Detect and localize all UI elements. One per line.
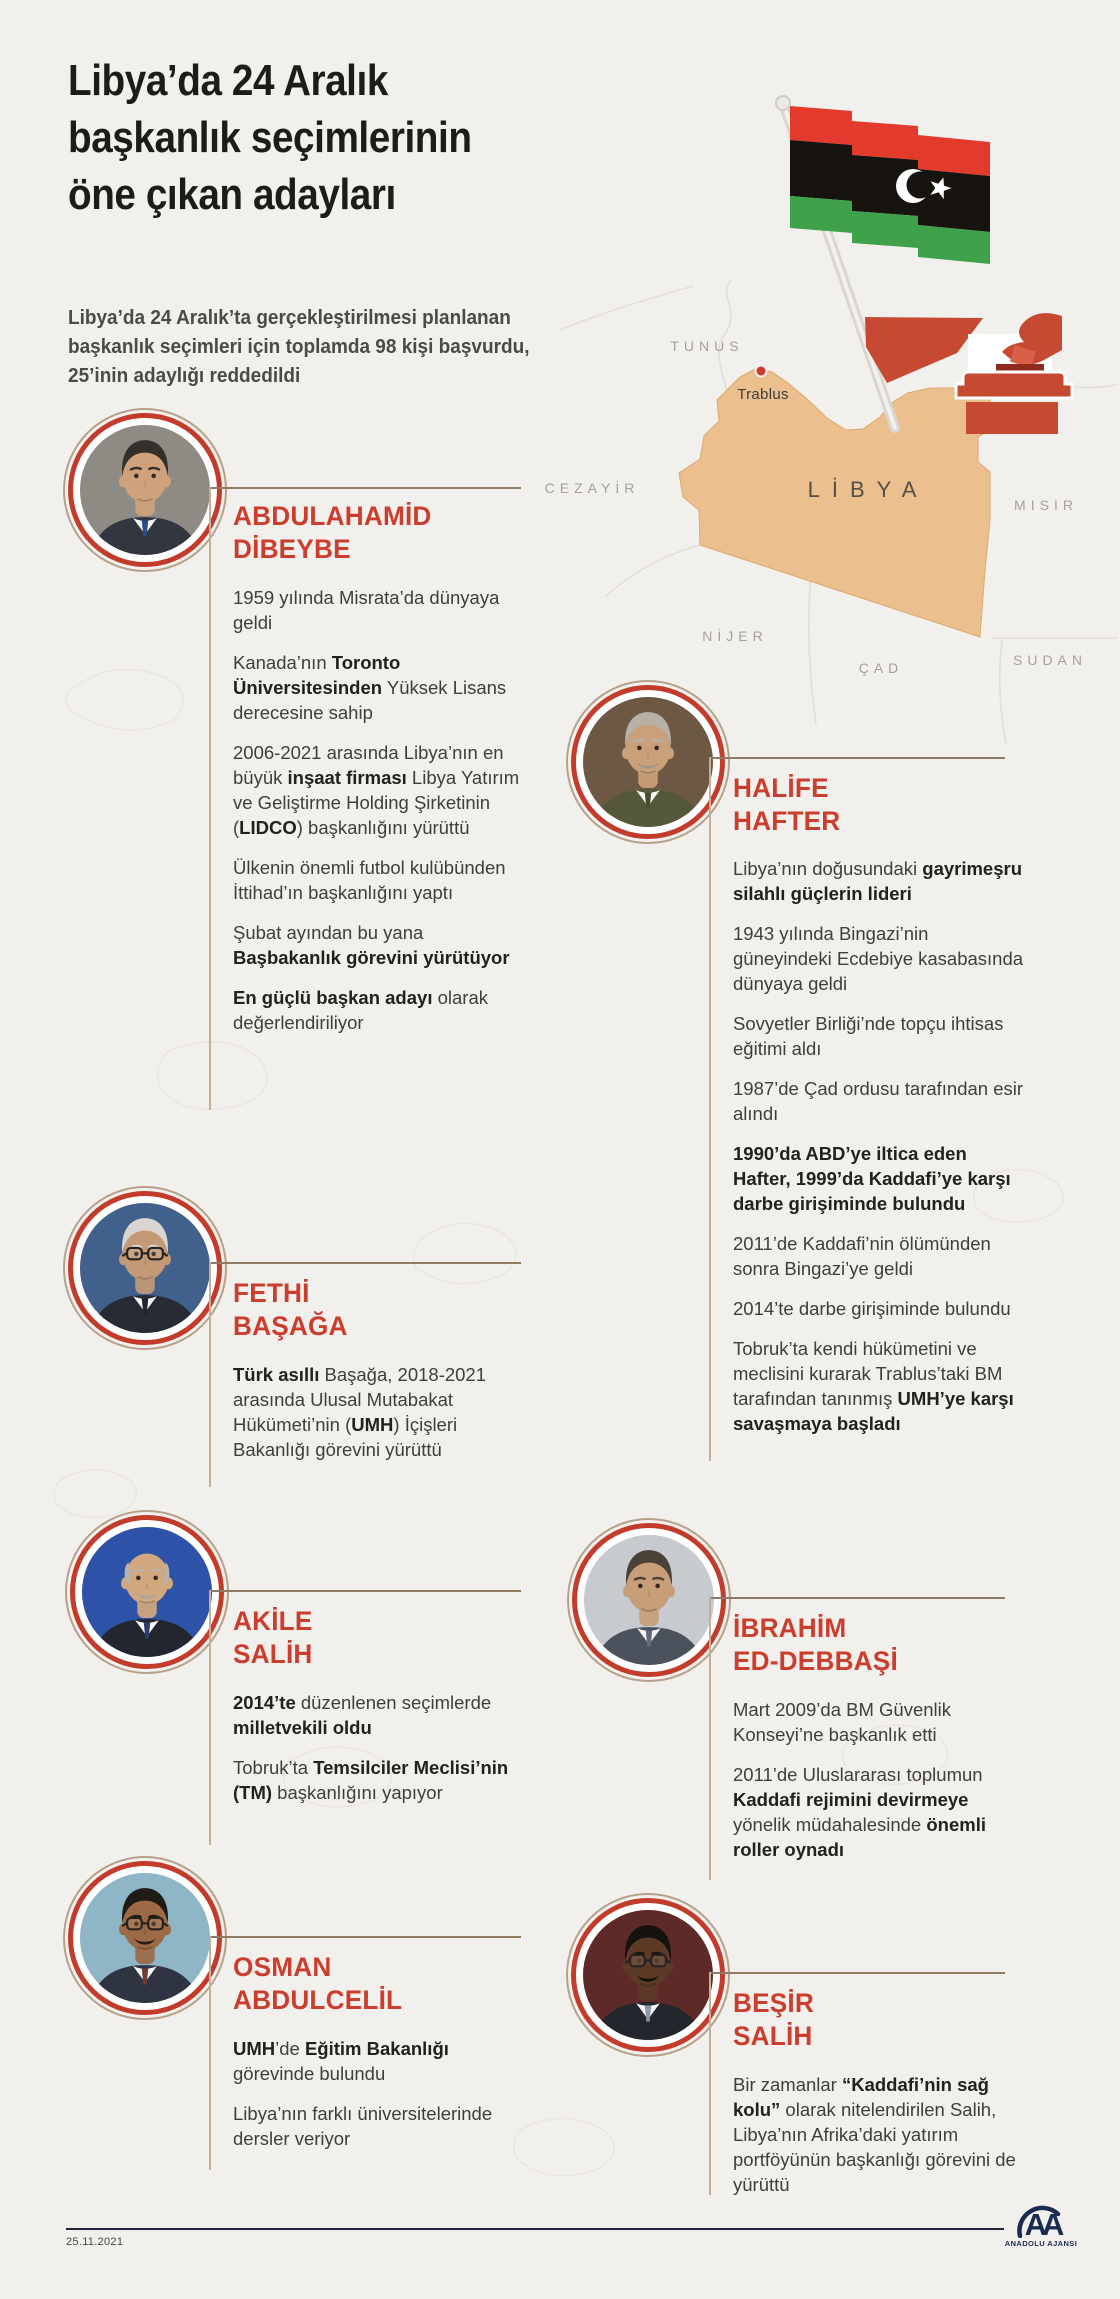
candidate-fact: 2014’te düzenlenen seçimlerde milletvekili oldu — [233, 1692, 492, 1738]
candidate-fact: Mart 2009’da BM Güvenlik Konseyi’ne başkanlık etti — [733, 1699, 951, 1745]
candidate-avatar — [584, 1535, 714, 1665]
candidate-fact: Ülkenin önemli futbol kulübünden İttihad’ın başkanlığını yaptı — [233, 857, 506, 903]
candidate-fact: Libya’nın doğusundaki gayrimeşru silahlı güçlerin lideri — [733, 858, 1023, 904]
candidate-name — [233, 1277, 348, 1343]
page-title-line3: öne çıkan adayları — [68, 170, 396, 219]
candidate-fact: Sovyetler Birliği’nde topçu ihtisas eğitimi aldı — [733, 1013, 1004, 1059]
candidate-first-name: AKİLE — [233, 1606, 313, 1636]
map-label-cezayir: CEZAYİR — [544, 480, 640, 496]
section-rule-vertical — [709, 1597, 711, 1880]
libya-flag — [790, 106, 990, 264]
candidate-fact: Türk asıllı Başağa, 2018-2021 arasında Ulusal Mutabakat Hükümeti’nin (UMH) İçişleri Bakanlığı görevini yürüttü — [233, 1364, 487, 1460]
section-rule-horizontal — [209, 1590, 521, 1592]
candidate-fact: En güçlü başkan adayı olarak değerlendiriliyor — [233, 987, 488, 1033]
candidate-facts — [733, 2072, 1025, 2212]
photo-ring — [571, 685, 725, 839]
section-rule-vertical — [209, 1936, 211, 2170]
candidate-last-name: HAFTER — [733, 806, 841, 836]
candidate-fact: Bir zamanlar “Kaddafi’nin sağ kolu” olarak nitelendirilen Salih, Libya’nın Afrika’daki yatırım portföyünün başkanlığı görevini de yürüttü — [733, 2074, 1016, 2195]
photo-ring — [572, 1523, 726, 1677]
candidate-name — [233, 500, 432, 566]
candidate-last-name: SALİH — [233, 1639, 313, 1669]
candidate-photo — [567, 1518, 731, 1682]
candidate-facts — [233, 2036, 535, 2166]
candidate-name — [733, 1987, 814, 2053]
map-label-trablus: Trablus — [737, 386, 789, 403]
map-label-cad: ÇAD — [858, 660, 904, 676]
agency-logo — [1000, 2192, 1082, 2248]
section-rule-vertical — [209, 1262, 211, 1487]
footer-date: 25.11.2021 — [66, 2236, 124, 2248]
candidate-last-name: BAŞAĞA — [233, 1311, 348, 1341]
page-title-line2: başkanlık seçimlerinin — [68, 113, 472, 162]
candidate-avatar — [80, 1873, 210, 2003]
candidate-first-name: HALİFE — [733, 773, 829, 803]
trablus-marker-dot — [756, 366, 767, 377]
candidate-name — [733, 1612, 898, 1678]
candidate-last-name: DİBEYBE — [233, 534, 351, 564]
candidate-first-name: İBRAHİM — [733, 1613, 847, 1643]
candidate-avatar — [80, 425, 210, 555]
candidate-fact: 2011’de Uluslararası toplumun Kaddafi rejimini devirmeye yönelik müdahalesinde önemli roller oynadı — [733, 1764, 986, 1860]
candidate-first-name: ABDULAHAMİD — [233, 501, 432, 531]
candidate-fact: 2014’te darbe girişiminde bulundu — [733, 1298, 1011, 1319]
candidate-photo — [566, 1893, 730, 2057]
candidate-last-name: ABDULCELİL — [233, 1985, 403, 2015]
map-label-nijer: NİJER — [702, 628, 768, 644]
candidate-facts — [233, 1690, 535, 1820]
section-rule-horizontal — [209, 1936, 521, 1938]
candidate-name — [233, 1951, 402, 2017]
candidate-fact: 1990’da ABD’ye iltica eden Hafter, 1999’da Kaddafi’ye karşı darbe girişiminde bulundu — [733, 1143, 1011, 1214]
section-rule-vertical — [709, 1972, 711, 2195]
photo-ring — [70, 1515, 224, 1669]
candidate-fact: 2006-2021 arasında Libya’nın en büyük inşaat firması Libya Yatırım ve Geliştirme Holding Şirketinin (LIDCO) başkanlığını yürüttü — [233, 742, 520, 838]
section-rule-horizontal — [209, 487, 521, 489]
candidate-fact: 1943 yılında Bingazi’nin güneyindeki Ecdebiye kasabasında dünyaya geldi — [733, 923, 1024, 994]
section-rule-horizontal — [209, 1262, 521, 1264]
aa-monogram: AA — [1024, 2207, 1060, 2238]
north-africa-map — [0, 0, 1120, 800]
candidate-avatar — [583, 697, 713, 827]
candidate-fact: 2011’de Kaddafi’nin ölümünden sonra Bingazi’ye geldi — [733, 1233, 991, 1279]
photo-ring — [68, 413, 222, 567]
candidate-last-name: ED-DEBBAŞİ — [733, 1646, 898, 1676]
photo-ring — [68, 1191, 222, 1345]
candidate-photo — [566, 680, 730, 844]
candidate-avatar — [583, 1910, 713, 2040]
candidate-fact: UMH’de Eğitim Bakanlığı görevinde bulundu — [233, 2038, 449, 2084]
candidate-facts — [733, 1697, 1025, 1877]
candidate-name — [733, 772, 840, 838]
candidate-name — [233, 1605, 313, 1671]
aa-logo-icon — [1009, 2192, 1073, 2238]
candidate-fact: 1959 yılında Misrata’da dünyaya geldi — [233, 587, 500, 633]
map-label-libya: LİBYA — [807, 477, 929, 502]
candidate-last-name: SALİH — [733, 2021, 813, 2051]
candidate-fact: Libya’nın farklı üniversitelerinde dersler veriyor — [233, 2103, 493, 2149]
candidate-photo — [65, 1510, 229, 1674]
candidate-facts — [233, 1362, 535, 1477]
section-rule-horizontal — [709, 757, 1005, 759]
candidate-facts — [233, 585, 535, 1050]
photo-ring — [571, 1898, 725, 2052]
candidate-photo — [63, 1186, 227, 1350]
candidate-photo — [63, 408, 227, 572]
candidate-first-name: OSMAN — [233, 1952, 332, 1982]
candidate-fact: Tobruk’ta kendi hükümetini ve meclisini kurarak Trablus’taki BM tarafından tanınmış UMH’ye karşı savaşmaya başladı — [733, 1338, 1014, 1434]
intro-text: Libya’da 24 Aralık’ta gerçekleştirilmesi planlanan başkanlık seçimleri için toplamda 98 kişi başvurdu, 25’inin adaylığı reddedildi — [68, 307, 530, 387]
photo-ring — [68, 1861, 222, 2015]
candidate-photo — [63, 1856, 227, 2020]
candidate-first-name: FETHİ — [233, 1278, 310, 1308]
section-rule-vertical — [209, 1590, 211, 1845]
candidate-avatar — [82, 1527, 212, 1657]
candidate-avatar — [80, 1203, 210, 1333]
map-label-tunus: TUNUS — [670, 338, 744, 354]
candidate-facts — [733, 856, 1025, 1451]
candidate-fact: Kanada’nın Toronto Üniversitesinden Yüksek Lisans derecesine sahip — [233, 652, 507, 723]
agency-name: ANADOLU AJANSI — [1004, 2239, 1078, 2248]
section-rule-horizontal — [709, 1972, 1005, 1974]
section-rule-vertical — [709, 757, 711, 1461]
candidate-fact: Şubat ayından bu yana Başbakanlık görevini yürütüyor — [233, 922, 510, 968]
section-rule-vertical — [209, 487, 211, 1110]
page-title-line1: Libya’da 24 Aralık — [68, 56, 388, 105]
footer-divider — [66, 2228, 1004, 2230]
section-rule-horizontal — [709, 1597, 1005, 1599]
map-label-sudan: SUDAN — [1012, 652, 1088, 668]
candidate-fact: 1987’de Çad ordusu tarafından esir alındı — [733, 1078, 1024, 1124]
candidate-fact: Tobruk’ta Temsilciler Meclisi’nin (TM) başkanlığını yapıyor — [233, 1757, 509, 1803]
map-label-misir: MISIR — [1014, 497, 1078, 513]
candidate-first-name: BEŞİR — [733, 1988, 815, 2018]
